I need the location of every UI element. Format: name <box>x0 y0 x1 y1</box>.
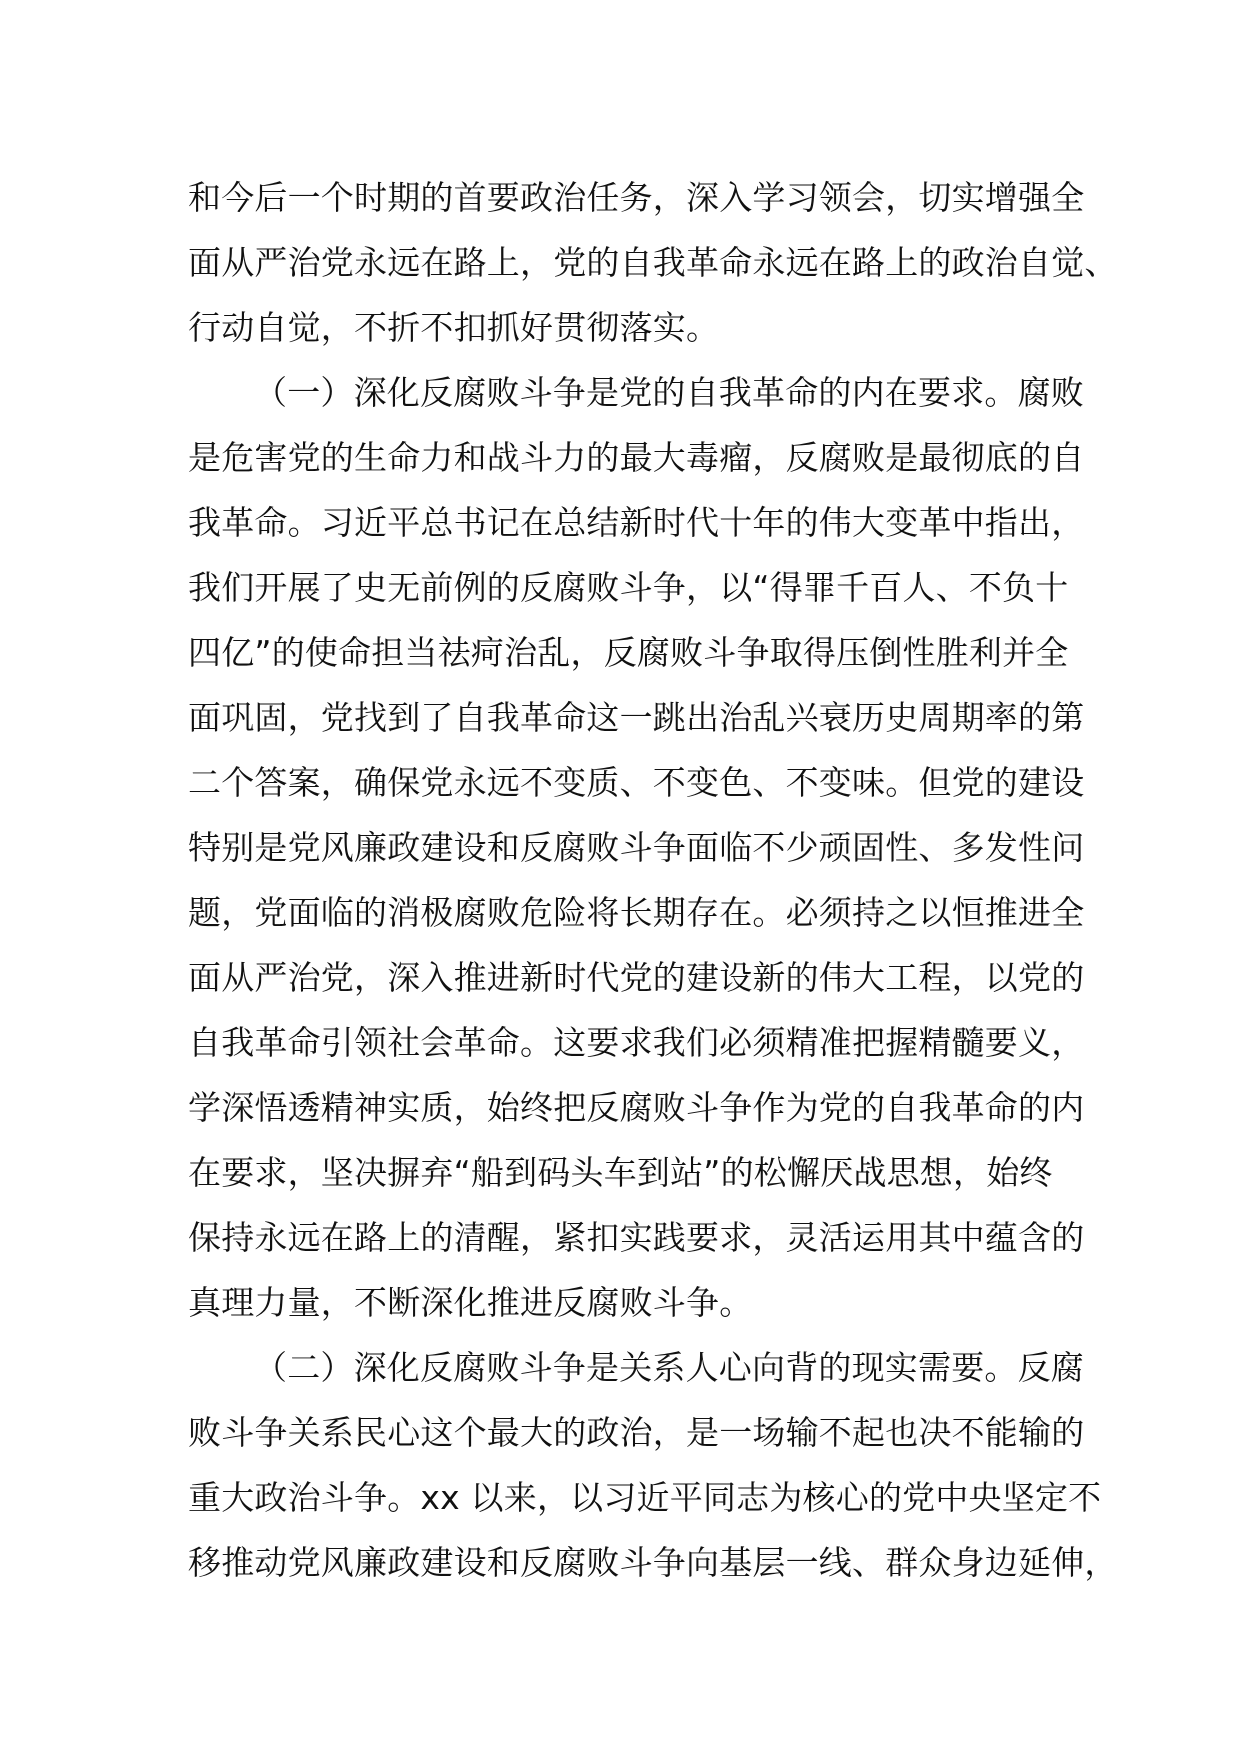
text-line: 在要求，坚决摒弃“船到码头车到站”的松懈厌战思想，始终 <box>188 1153 1053 1192</box>
text-line: 保持永远在路上的清醒，紧扣实践要求，灵活运用其中蕴含的 <box>188 1218 1085 1257</box>
text-line: 真理力量，不断深化推进反腐败斗争。 <box>188 1283 753 1322</box>
text-line: 我们开展了史无前例的反腐败斗争，以“得罪千百人、不负十 <box>188 568 1069 607</box>
text-line: 二个答案，确保党永远不变质、不变色、不变味。但党的建设 <box>188 763 1085 802</box>
text-line: 题，党面临的消极腐败危险将长期存在。必须持之以恒推进全 <box>188 893 1085 932</box>
text-line: 和今后一个时期的首要政治任务，深入学习领会，切实增强全 <box>188 178 1085 217</box>
text-line: 面从严治党永远在路上，党的自我革命永远在路上的政治自觉、 <box>188 243 1118 282</box>
text-line: 行动自觉，不折不扣抓好贯彻落实。 <box>188 308 720 347</box>
text-line: 移推动党风廉政建设和反腐败斗争向基层一线、群众身边延伸， <box>188 1543 1118 1582</box>
text-line: 重大政治斗争。xx 以来，以习近平同志为核心的党中央坚定不 <box>188 1478 1102 1517</box>
document-body <box>188 165 1118 1595</box>
section-heading-line: （一）深化反腐败斗争是党的自我革命的内在要求。腐败 <box>254 373 1084 412</box>
text-line: 面从严治党，深入推进新时代党的建设新的伟大工程，以党的 <box>188 958 1085 997</box>
paragraph-section-2 <box>188 1335 1118 1595</box>
paragraph-section-1 <box>188 360 1085 1335</box>
text-line: 四亿”的使命担当祛疴治乱，反腐败斗争取得压倒性胜利并全 <box>188 633 1069 672</box>
text-line: 特别是党风廉政建设和反腐败斗争面临不少顽固性、多发性问 <box>188 828 1085 867</box>
paragraph-continuation <box>188 165 1118 360</box>
section-heading-line: （二）深化反腐败斗争是关系人心向背的现实需要。反腐 <box>254 1348 1084 1387</box>
text-line: 我革命。习近平总书记在总结新时代十年的伟大变革中指出， <box>188 503 1085 542</box>
text-line: 学深悟透精神实质，始终把反腐败斗争作为党的自我革命的内 <box>188 1088 1085 1127</box>
text-line: 面巩固，党找到了自我革命这一跳出治乱兴衰历史周期率的第 <box>188 698 1085 737</box>
text-line: 自我革命引领社会革命。这要求我们必须精准把握精髓要义， <box>188 1023 1085 1062</box>
text-line: 败斗争关系民心这个最大的政治，是一场输不起也决不能输的 <box>188 1413 1085 1452</box>
text-line: 是危害党的生命力和战斗力的最大毒瘤，反腐败是最彻底的自 <box>188 438 1085 477</box>
